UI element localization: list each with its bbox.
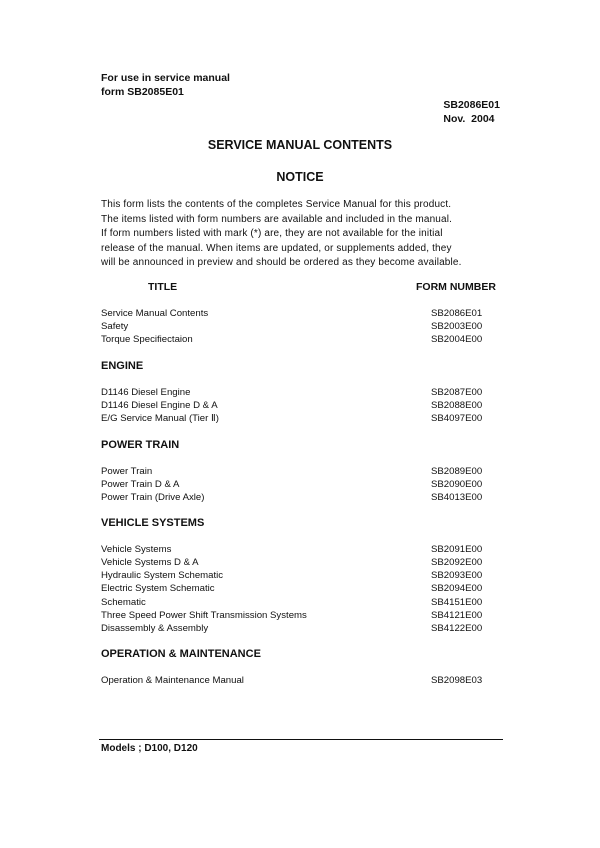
document-id bbox=[443, 98, 500, 126]
notice-line: This form lists the contents of the completes Service Manual for this product. bbox=[101, 199, 452, 210]
list-item-title: Electric System Schematic bbox=[101, 583, 215, 594]
list-item-form: SB2004E00 bbox=[431, 334, 483, 345]
list-item-form: SB2093E00 bbox=[431, 570, 483, 581]
list-item-title: Vehicle Systems D & A bbox=[101, 557, 199, 568]
notice-paragraph bbox=[101, 198, 462, 271]
list-item-form: SB2092E00 bbox=[431, 557, 483, 568]
list-item-form: SB2088E00 bbox=[431, 400, 483, 411]
list-item-title: Power Train bbox=[101, 466, 153, 477]
list-item-form: SB2094E00 bbox=[431, 583, 483, 594]
list-item-title: Safety bbox=[101, 321, 129, 332]
list-item-form: SB4151E00 bbox=[431, 597, 483, 608]
list-item-title: Hydraulic System Schematic bbox=[101, 570, 224, 581]
column-header-form-number: FORM NUMBER bbox=[416, 281, 496, 293]
page-title: SERVICE MANUAL CONTENTS bbox=[207, 138, 393, 152]
notice-line: release of the manual. When items are updated, or supplements added, they bbox=[101, 242, 452, 254]
models-footer: Models ; D100, D120 bbox=[101, 743, 198, 754]
list-item-title: Service Manual Contents bbox=[101, 308, 209, 319]
list-item-title: Schematic bbox=[101, 597, 146, 608]
notice-line: The items listed with form numbers are available and included in the manual. bbox=[101, 213, 453, 225]
list-item-form: SB2098E03 bbox=[431, 675, 483, 686]
list-item-title: Power Train (Drive Axle) bbox=[101, 492, 205, 503]
list-item-form: SB2090E00 bbox=[431, 479, 483, 490]
form-number: SB2086E01 bbox=[443, 99, 500, 111]
section-heading-engine: ENGINE bbox=[101, 360, 144, 372]
list-item-title: E/G Service Manual (Tier Ⅱ) bbox=[101, 413, 219, 424]
footer-divider bbox=[99, 739, 503, 740]
list-item-form: SB4121E00 bbox=[431, 610, 483, 621]
list-item-title: Power Train D & A bbox=[101, 479, 180, 490]
notice-line: If form numbers listed with mark (*) are, they are not available for the initial bbox=[101, 228, 443, 240]
section-heading-power-train: POWER TRAIN bbox=[101, 439, 180, 451]
list-item-title: D1146 Diesel Engine bbox=[101, 387, 191, 398]
list-item-form: SB2089E00 bbox=[431, 466, 483, 477]
list-item-form: SB2087E00 bbox=[431, 387, 483, 398]
list-item-title: D1146 Diesel Engine D & A bbox=[101, 400, 218, 411]
usage-line-1: For use in service manual bbox=[101, 72, 230, 84]
list-item-title: Vehicle Systems bbox=[101, 544, 172, 555]
section-heading-operation-maintenance: OPERATION & MAINTENANCE bbox=[101, 648, 261, 660]
list-item-form: SB4013E00 bbox=[431, 492, 483, 503]
usage-note bbox=[101, 71, 230, 99]
list-item-title: Torque Specifiectaion bbox=[101, 334, 193, 345]
column-header-title: TITLE bbox=[148, 281, 178, 293]
notice-line: will be announced in preview and should be ordered as they become available. bbox=[101, 257, 462, 269]
list-item-form: SB2003E00 bbox=[431, 321, 483, 332]
list-item-title: Operation & Maintenance Manual bbox=[101, 675, 244, 686]
list-item-form: SB4122E00 bbox=[431, 623, 483, 634]
list-item-title: Three Speed Power Shift Transmission Systems bbox=[101, 610, 307, 621]
list-item-form: SB2086E01 bbox=[431, 308, 483, 319]
section-heading-vehicle-systems: VEHICLE SYSTEMS bbox=[101, 517, 205, 529]
list-item-form: SB4097E00 bbox=[431, 413, 483, 424]
notice-heading: NOTICE bbox=[276, 170, 324, 184]
list-item-title: Disassembly & Assembly bbox=[101, 623, 209, 634]
usage-line-2: form SB2085E01 bbox=[101, 86, 184, 98]
issue-date: Nov. 2004 bbox=[443, 113, 495, 125]
list-item-form: SB2091E00 bbox=[431, 544, 483, 555]
